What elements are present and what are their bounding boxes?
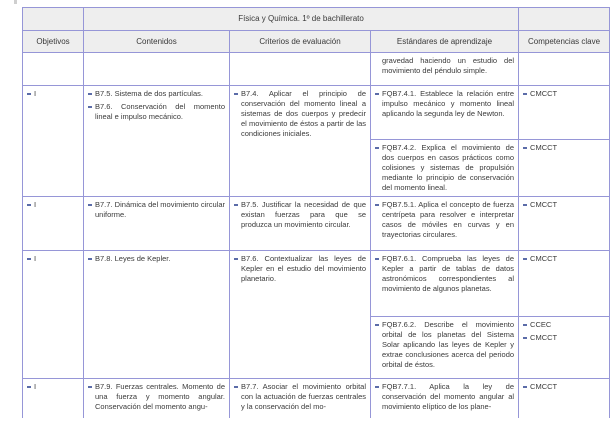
list-item xyxy=(27,382,79,392)
table-viewport xyxy=(22,7,612,418)
cell-competencias xyxy=(519,317,610,379)
column-header-contenidos: Contenidos xyxy=(84,31,230,53)
bullet-marker xyxy=(88,204,92,206)
estandar-text: FQB7.4.2. Explica el movimiento de dos cuerpos en casos prácticos como colisiones y sistemas de propulsión mediante lo principio de conservación del momento lineal. xyxy=(382,143,515,192)
column-header-estandares: Estándares de aprendizaje xyxy=(371,31,519,53)
list-item xyxy=(523,200,605,210)
bullet-marker xyxy=(523,337,527,339)
contenido-text: B7.9. Fuerzas centrales. Momento de una fuerza y momento angular. Conservación del momento angu- xyxy=(95,382,225,411)
stray-mark xyxy=(14,0,17,4)
list-item xyxy=(234,89,366,139)
list-item xyxy=(88,102,225,122)
cell-contenidos xyxy=(84,197,230,251)
cell-estandar xyxy=(371,251,519,317)
bullet-marker xyxy=(523,147,527,149)
list-item xyxy=(375,382,514,412)
objetivo-text: I xyxy=(34,89,37,98)
cell-objetivos xyxy=(23,197,84,251)
competencia-text: CMCCT xyxy=(530,254,558,263)
cell-objetivos xyxy=(23,251,84,379)
bullet-marker xyxy=(88,258,92,260)
competencia-text: CMCCT xyxy=(530,333,558,342)
bullet-marker xyxy=(27,93,31,95)
cell-estandar xyxy=(371,379,519,419)
bullet-marker xyxy=(523,324,527,326)
cell-competencias xyxy=(519,251,610,317)
bullet-marker xyxy=(523,93,527,95)
continuation-text: gravedad haciendo un estudio del movimiento del péndulo simple. xyxy=(382,56,515,75)
cell-criterios xyxy=(230,86,371,197)
bullet-marker xyxy=(523,204,527,206)
cell-objetivos xyxy=(23,86,84,197)
bullet-marker xyxy=(375,324,379,326)
cell-criterios xyxy=(230,197,371,251)
estandar-text: FQB7.6.2. Describe el movimiento orbital de los planetas del Sistema Solar aplicando las leyes de Kepler y extrae conclusiones acerca del periodo orbital de éstos. xyxy=(382,320,515,369)
objetivo-text: I xyxy=(34,254,37,263)
bullet-marker xyxy=(88,386,92,388)
row-circular xyxy=(23,197,610,251)
list-item xyxy=(27,254,79,264)
list-item xyxy=(523,143,605,153)
list-item xyxy=(523,320,605,330)
list-item xyxy=(234,254,366,284)
table-title: Física y Química. 1º de bachillerato xyxy=(84,8,519,31)
list-item xyxy=(523,333,605,343)
cell-competencias xyxy=(519,379,610,419)
objetivo-text: I xyxy=(34,200,37,209)
cell-estandares-continuation xyxy=(371,53,519,86)
competencia-text: CMCCT xyxy=(530,382,558,391)
row-fuerzas-centrales xyxy=(23,379,610,419)
contenido-text: B7.8. Leyes de Kepler. xyxy=(95,254,171,263)
row-kepler-sub1 xyxy=(23,251,610,317)
estandar-text: FQB7.4.1. Establece la relación entre impulso mecánico y momento lineal aplicando la segunda ley de Newton. xyxy=(382,89,515,118)
cell-estandar xyxy=(371,317,519,379)
criterio-text: B7.7. Asociar el movimiento orbital con la actuación de fuerzas centrales y la conservación del mo- xyxy=(241,382,366,411)
bullet-marker xyxy=(88,106,92,108)
cell-competencias xyxy=(519,197,610,251)
list-item xyxy=(523,89,605,99)
bullet-marker xyxy=(27,258,31,260)
cell-estandar xyxy=(371,86,519,140)
cell-empty xyxy=(23,53,84,86)
cell-competencias xyxy=(519,86,610,140)
table-title-row xyxy=(23,8,610,31)
list-item xyxy=(375,254,514,294)
row-momento-lineal-sub1 xyxy=(23,86,610,140)
column-header-competencias: Competencias clave xyxy=(519,31,610,53)
bullet-marker xyxy=(375,204,379,206)
cell-contenidos xyxy=(84,251,230,379)
cell-empty xyxy=(84,53,230,86)
list-item xyxy=(88,254,225,264)
bullet-marker xyxy=(523,258,527,260)
bullet-marker xyxy=(375,258,379,260)
cell-contenidos xyxy=(84,379,230,419)
column-header-objetivos: Objetivos xyxy=(23,31,84,53)
list-item xyxy=(523,382,605,392)
competencia-text: CMCCT xyxy=(530,89,558,98)
list-item xyxy=(234,382,366,412)
list-item xyxy=(27,89,79,99)
cell-estandar xyxy=(371,197,519,251)
contenido-text: B7.6. Conservación del momento lineal e impulso mecánico. xyxy=(95,102,225,121)
competencia-text: CCEC xyxy=(530,320,552,329)
bullet-marker xyxy=(27,204,31,206)
list-item xyxy=(27,200,79,210)
estandar-text: FQB7.6.1. Comprueba las leyes de Kepler a partir de tablas de datos astronómicos correspondientes al movimiento de algunos planetas. xyxy=(382,254,515,293)
bullet-marker xyxy=(88,93,92,95)
estandar-text: FQB7.5.1. Aplica el concepto de fuerza centrípeta para resolver e interpretar casos de móviles en curvas y en trayectorias circulares. xyxy=(382,200,515,239)
list-item xyxy=(88,200,225,220)
bullet-marker xyxy=(234,258,238,260)
cell-estandar xyxy=(371,140,519,197)
bullet-marker xyxy=(234,93,238,95)
list-item xyxy=(234,200,366,230)
column-header-row xyxy=(23,31,610,53)
title-row-empty-right xyxy=(519,8,610,31)
bullet-marker xyxy=(523,386,527,388)
list-item xyxy=(375,89,514,119)
cell-empty xyxy=(519,53,610,86)
column-header-criterios: Criterios de evaluación xyxy=(230,31,371,53)
competencia-text: CMCCT xyxy=(530,200,558,209)
cell-objetivos xyxy=(23,379,84,419)
bullet-marker xyxy=(234,386,238,388)
list-item xyxy=(375,143,514,193)
criterio-text: B7.6. Contextualizar las leyes de Kepler en el estudio del movimiento planetario. xyxy=(241,254,366,283)
bullet-marker xyxy=(375,386,379,388)
objetivo-text: I xyxy=(34,382,37,391)
list-item xyxy=(375,320,514,370)
contenido-text: B7.5. Sistema de dos partículas. xyxy=(95,89,203,98)
cell-criterios xyxy=(230,379,371,419)
cell-competencias xyxy=(519,140,610,197)
row-continuation xyxy=(23,53,610,86)
criterio-text: B7.4. Aplicar el principio de conservación del momento lineal a sistemas de dos cuerpos y predecir el movimiento de éstos a partir de las condiciones iniciales. xyxy=(241,89,366,138)
competencia-text: CMCCT xyxy=(530,143,558,152)
bullet-marker xyxy=(234,204,238,206)
cell-contenidos xyxy=(84,86,230,197)
curriculum-table xyxy=(22,7,610,418)
list-item xyxy=(88,89,225,99)
criterio-text: B7.5. Justificar la necesidad de que existan fuerzas para que se produzca un movimiento circular. xyxy=(241,200,366,229)
list-item xyxy=(523,254,605,264)
title-row-empty-left xyxy=(23,8,84,31)
list-item xyxy=(88,382,225,412)
contenido-text: B7.7. Dinámica del movimiento circular uniforme. xyxy=(95,200,225,219)
bullet-marker xyxy=(375,147,379,149)
estandar-text: FQB7.7.1. Aplica la ley de conservación del momento angular al movimiento elíptico de los plane- xyxy=(382,382,515,411)
bullet-marker xyxy=(27,386,31,388)
bullet-marker xyxy=(375,93,379,95)
cell-criterios xyxy=(230,251,371,379)
cell-empty xyxy=(230,53,371,86)
list-item xyxy=(375,200,514,240)
